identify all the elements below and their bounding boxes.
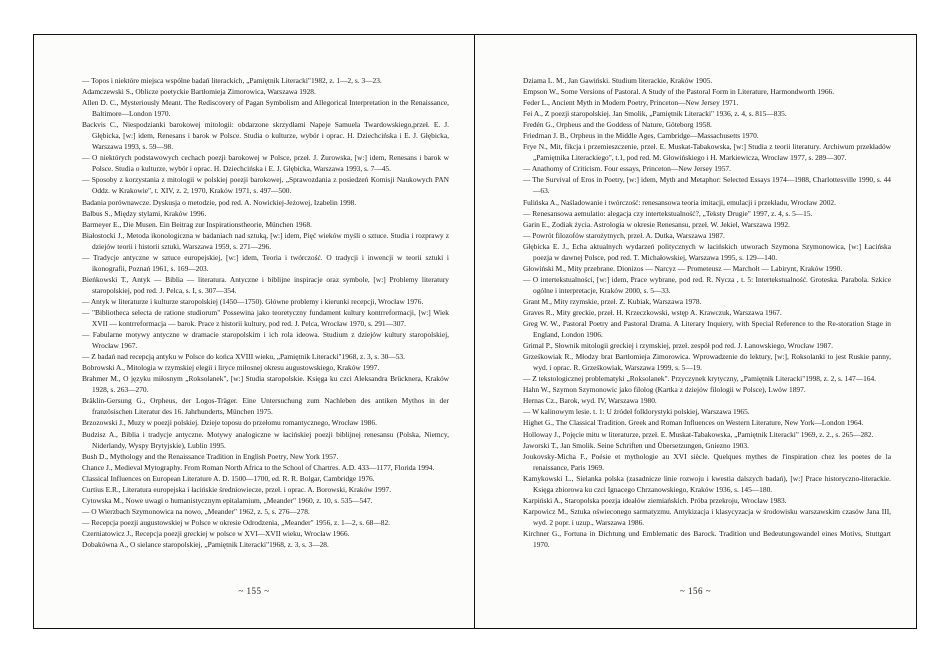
bibliography-entry: — Tradycje antyczne w sztuce europejskiej, [w:] idem, Teoria i twórczość. O tradycji i inwencji w teorii sztuki i ikonografii, Poznań 1961, s. 169—203. <box>82 252 449 273</box>
bibliography-entry: Cytowska M., Nowe uwagi o humanistycznym epitalamium, „Meander" 1960, z. 10, s. 535—547. <box>82 495 373 505</box>
bibliography-entry: Fei A., Z poezji staropolskiej. Jan Smolik, „Pamiętnik Literacki" 1936, z. 4, s. 815—835. <box>523 109 787 119</box>
bibliography-entry: Brzozowski J., Muzy w poezji polskiej. Dzieje toposu do przełomu romantycznego, Wrocław 1986. <box>82 418 377 428</box>
bibliography-entry: — W kalinowym lesie. t. 1: U źródeł folklorystyki polskiej, Warszawa 1965. <box>523 407 750 417</box>
bibliography-entry: — Renesansowa aemulatio: alegacja czy intertekstualność?, „Teksty Drugie" 1997, z. 4, s. 5—15. <box>523 208 813 218</box>
bibliography-entry: Głowiński M., Mity przebrane. Dionizos — Narcyz — Prometeusz — Marchołt — Labirynt, Kraków 1990. <box>523 263 843 273</box>
bibliography-entry: — O Wierzbach Szymonowica na nowo, „Meander" 1962, z. 5, s. 276—278. <box>82 506 310 516</box>
left-bibliography-list <box>82 75 449 550</box>
bibliography-entry: Barmeyer E., Die Musen. Ein Beitrag zur Inspirationstheorie, München 1968. <box>82 219 312 229</box>
bibliography-entry: — "Bibliotheca selecta de ratione studiorum" Possewina jako teoretyczny fundament kultury kontrreformacji, [w:] Wiek XVII — kontrreformacja — barok. Prace z historii kultury, pod red. J. Pelca, Wrocław 1970, s. 291—307. <box>82 307 449 329</box>
bibliography-entry: Highet G., The Classical Tradition. Greek and Roman Influences on Western Literature, New York—London 1964. <box>523 418 864 428</box>
bibliography-entry: Bobrowski A., Mitologia w rzymskiej elegii i liryce miłosnej okresu augustowskiego, Kraków 1997. <box>82 363 380 373</box>
bibliography-entry: Bush D., Mythology and the Renaissance Tradition in English Poetry, New York 1957. <box>82 451 339 461</box>
bibliography-entry: — O intertekstualności, [w:] idem, Prace wybrane, pod red. R. Nycza , t. 5: Intertekstualność. Groteska. Parabola. Szkice ogólne i interpretacje, Kraków 2000, s. 5—33. <box>523 274 891 295</box>
bibliography-entry: Classical Influences on European Literature A. D. 1500—1700, ed. R. R. Bolgar, Cambridge 1976. <box>82 473 375 483</box>
right-page-number: ~ 156 ~ <box>679 586 712 596</box>
bibliography-entry: Garin E., Zodiak życia. Astrologia w okresie Renesansu, przeł. W. Jekiel, Warszawa 1992. <box>523 219 790 229</box>
left-page <box>33 34 475 629</box>
bibliography-entry: Fredén G., Orpheus and the Goddess of Nature, Göteborg 1958. <box>523 120 712 130</box>
bibliography-entry: Bräklin-Gersung G., Orpheus, der Logos-Träger. Eine Untersuchung zum Nachleben des antiken Mythos in der französischen Literatur des 16. Jahrhunderts, München 1975. <box>82 396 449 417</box>
bibliography-entry: — Topos i niektóre miejsca wspólne badań literackich, „Pamiętnik Literacki"1982, z. 1—2, s. 3—23. <box>82 76 382 85</box>
bibliography-entry: Badania porównawcze. Dyskusja o metodzie, pod red. A. Nowickiej-Jeżowej, Izabelin 1998. <box>82 197 357 207</box>
left-page-number: ~ 155 ~ <box>238 586 270 596</box>
bibliography-entry: Grześkowiak R., Młodzy brat Bartłomieja Zimorowica. Wprowadzenie do lektury, [w:], Roksolanki to jest Ruskie panny, wyd. i oprac. R. Grześkowiak, Warszawa 1999, s. 5—19. <box>523 352 891 373</box>
bibliography-entry: — The Survival of Eros in Poetry, [w:] idem, Myth and Metaphor: Selected Essays 1974—1988, Charlottesville 1990, s. 44—63. <box>523 175 891 196</box>
bibliography-entry: Kirchner G., Fortuna in Dichtung und Emblematic des Barock. Tradition und Bedeutungswandel eines Motivs, Stuttgart 1970. <box>523 528 891 549</box>
bibliography-entry: Grant M., Mity rzymskie, przeł. Z. Kubiak, Warszawa 1978. <box>523 296 702 306</box>
bibliography-entry: Karpowicz M., Sztuka oświeconego sarmatyzmu. Antykizacja i klasycyzacja w środowisku warszawskim czasów Jana III, wyd. 2 popr. i uzup., Warszawa 1986. <box>523 506 891 527</box>
bibliography-entry: Dobakówna A., O sielance staropolskiej, „Pamiętnik Literacki"1968, z. 3, s. 3—28. <box>82 539 329 549</box>
bibliography-entry: Fulińska A., Naśladowanie i twórczość: renesansowa teoria imitacji, emulacji i przekładu, Wrocław 2002. <box>523 197 836 207</box>
bibliography-entry: — Z tekstologicznej problematyki „Roksolanek". Przyczynek krytyczny, „Pamiętnik Literacki"1998, z. 2, s. 147—164. <box>523 374 877 384</box>
bibliography-entry: Czerniatowicz J., Recepcja poezji greckiej w polsce w XVI—XVII wieku, Wrocław 1966. <box>82 528 350 538</box>
bibliography-entry: Graves R., Mity greckie, przeł. H. Krzeczkowski, wstęp A. Krawczuk, Warszawa 1967. <box>523 307 782 317</box>
bibliography-entry: Frye N., Mit, fikcja i przemieszczenie, przeł. E. Muskat-Tabakowska, [w:] Studia z teorii literatury. Archiwum przekładów „Pamiętnika Literackiego", t.1, pod red. M. Głowińskiego i H. Markiewicza, Wrocław 1977, s. 289—307. <box>523 142 891 163</box>
bibliography-entry: Friedman J. B., Orpheus in the Middle Ages, Cambridge—Massachusetts 1970. <box>523 131 759 141</box>
bibliography-entry: — Sposoby z korzystania z mitologii w polskiej poezji barokowej, „Sprawozdania z posiedzeń Komisji Naukowych PAN Oddz. w Krakowie", t. XIV, z. 2, 1970, Kraków 1971, s. 497—500. <box>82 175 449 196</box>
bibliography-entry: Dziama L. M., Jan Gawiński. Studium literackie, Kraków 1905. <box>523 76 713 85</box>
bibliography-entry: Bieńkowski T., Antyk — Biblia — literatura. Antyczne i biblijne inspiracje oraz symbole, [w:] Problemy literatury staropolskiej, pod red. J. Pelca, s. I, s. 307—354. <box>82 274 449 295</box>
bibliography-entry: — Anathomy of Criticism. Four essays, Princeton—New Jersey 1957. <box>523 164 731 174</box>
bibliography-entry: Empson W., Some Versions of Pastoral. A Study of the Pastoral Form in Literature, Harmondworth 1966. <box>523 87 835 97</box>
bibliography-entry: — Recepcja poezji augustowskiej w Polsce w okresie Odrodzenia, „Meander" 1956, z. 1—2, s. 68—82. <box>82 517 391 527</box>
bibliography-entry: Holloway J., Pojęcie mitu w literaturze, przeł. E. Muskat-Tabakowska, „Pamiętnik Literacki" 1969, z. 2., s. 265—282. <box>523 429 874 439</box>
bibliography-entry: Feder L., Ancient Myth in Modern Poetry, Princeton—New Jersey 1971. <box>523 98 739 108</box>
bibliography-entry: Kamykowski L., Sielanka polska (zasadnicze linie rozwoju i kwestia dalszych badań), [w:] Prace historyczno-literackie. Księga zbiorowa ku czci Ignacego Chrzanowskiego, Kraków 1936, s. 145—180. <box>523 473 891 494</box>
bibliography-entry: Hahn W., Szymon Szymonowic jako filolog (Kartka z dziejów filologii w Polsce), Lwów 1897. <box>523 385 806 395</box>
bibliography-entry: Brahmer M., O języku miłosnym „Roksolanek", [w:] Studia staropolskie. Księga ku czci Aleksandra Brücknera, Kraków 1928, s. 263—270. <box>82 374 449 395</box>
bibliography-entry: Głębicka E. J., Echa aktualnych wydarzeń politycznych w łacińskich utworach Szymona Szymonowica, [w:] Łacińska poezja w dawnej Polsce, pod red. T. Michałowskiej, Warszawa 1995, s. 129—140. <box>523 241 891 262</box>
bibliography-entry: Greg W. W., Pastoral Poetry and Pastoral Drama. A Literary Inquiery, with Special Reference to the Re-storation Stage in England, London 1906. <box>523 319 891 340</box>
bibliography-entry: — Antyk w literaturze i kulturze staropolskiej (1450—1750). Główne problemy i kierunki recepcji, Wrocław 1976. <box>82 296 424 306</box>
bibliography-entry: Balbus S., Między stylami, Kraków 1996. <box>82 208 207 218</box>
bibliography-entry: Jaworski T., Jan Smolik. Seine Schriften und Übersetzungen, Gniezno 1903. <box>523 440 749 450</box>
bibliography-entry: Backvis C., Niespodzianki barokowej mitologii: obdarzone skrzydłami Napeje Samuela Twardowskiego,przeł. E. J. Głębicka, [w:] idem, Renesans i barok w Polsce. Studia o kulturze, wybór i oprac. H. Dziechcińska i E. J. Głębicka, Warszawa 1993, s. 59—98. <box>82 120 449 152</box>
right-page <box>474 34 917 629</box>
bibliography-entry: Curtius E.R., Literatura europejska i łacińskie średniowiecze, przeł. i oprac. A. Borowski, Kraków 1997. <box>82 484 392 494</box>
bibliography-entry: Karpiński A., Staropolska poezja ideałów ziemiańskich. Próba przekroju, Wrocław 1983. <box>523 495 787 505</box>
bibliography-entry: — Z badań nad recepcją antyku w Polsce do końca XVIII wieku, „Pamiętnik Literacki"1968, z. 3, s. 30—53. <box>82 352 405 362</box>
bibliography-entry: Joukovsky-Micha F., Poésie et mythologie au XVI siècle. Quelques mythes de l'inspiration chez les poetes de la renaissance, Paris 1969. <box>523 451 891 472</box>
bibliography-entry: Budzisz A., Biblia i tradycje antyczne. Motywy analogiczne w łacińskiej poezji biblijnej renesansu (Polska, Niemcy, Niderlandy, Wyspy Brytyjskie), Lublin 1995. <box>82 429 449 450</box>
bibliography-entry: Chance J., Medieval Mytography. From Roman North Africa to the School of Chartres. A.D. 433—1177, Florida 1994. <box>82 462 435 472</box>
bibliography-entry: Adamczewski S., Oblicze poetyckie Bartłomieja Zimorowica, Warszawa 1928. <box>82 87 316 97</box>
bibliography-entry: Hernas Cz., Barok, wyd. IV, Warszawa 1980. <box>523 396 657 406</box>
bibliography-entry: Allen D. C., Mysteriously Meant. The Rediscovery of Pagan Symbolism and Allegorical Interpretation in the Renaissance, Baltimore—London 1970. <box>82 98 449 119</box>
bibliography-entry: Białostocki J., Metoda ikonologiczna w badaniach nad sztuką, [w:] idem, Pięć wieków myśli o sztuce. Studia i rozprawy z dziejów teorii i historii sztuki, Warszawa 1959, s. 271—296. <box>82 230 449 251</box>
bibliography-entry: — Fabularne motywy antyczne w dramacie staropolskim i ich rola ideowa. Studium z dziejów kultury staropolskiej, Wrocław 1967. <box>82 330 449 351</box>
bibliography-entry: — Powrót filozofów starożytnych, przeł. A. Dutka, Warszawa 1987. <box>523 230 725 240</box>
bibliography-entry: Grimal P., Słownik mitologii greckiej i rzymskiej, przeł. zespół pod red. J. Łanowskiego, Wrocław 1987. <box>523 341 833 351</box>
bibliography-entry: — O niektórych podstawowych cechach poezji barokowej w Polsce, przeł. J. Żurowska, [w:] idem, Renesans i barok w Polsce. Studia o kulturze, wybór i oprac. H. Dziechcińska i E. J. Głębicka, Warszawa 1993, s. 7—45. <box>82 153 449 174</box>
right-bibliography-list <box>523 75 891 550</box>
